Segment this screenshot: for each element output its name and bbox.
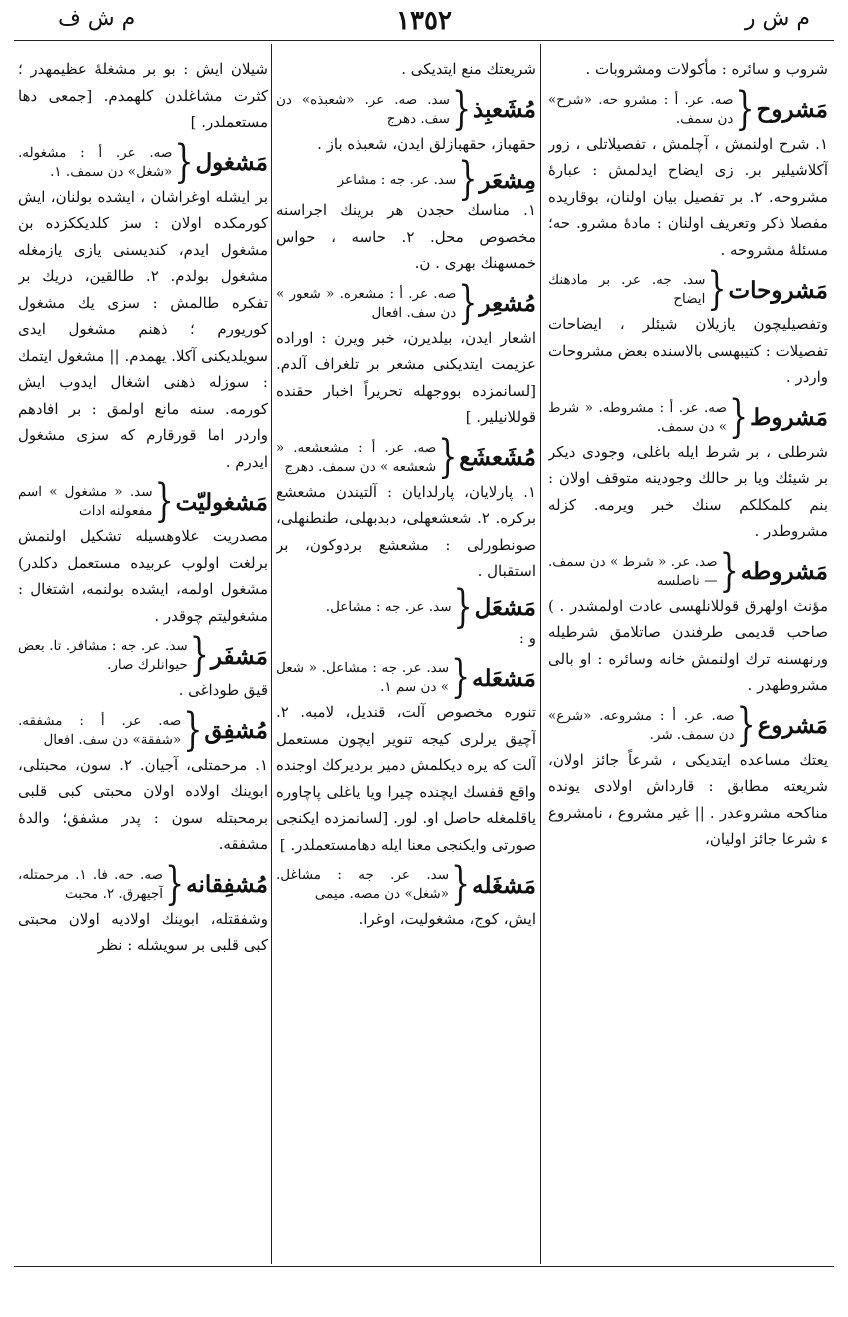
brace-icon: { xyxy=(707,263,727,316)
dictionary-entry xyxy=(276,276,536,431)
entry-head xyxy=(548,544,828,597)
brace-icon: { xyxy=(189,629,209,682)
dictionary-entry xyxy=(276,651,536,858)
header-rule xyxy=(14,40,834,41)
entry-body: وتفصيليچون يازيلان شيئلر ، ايضاحات تفصيلات : كتيبهسى بالاسنده بعض مشروحات واردر . xyxy=(548,315,828,386)
dictionary-entry xyxy=(276,153,536,277)
grammar-note: صد. عر. « شرط » دن سمف. — ناصلسه xyxy=(548,553,718,589)
grammar-note: صه. عر. أ : مشغوله. «شغل» دن سمف. ١. xyxy=(18,144,173,180)
entry-head xyxy=(18,475,268,528)
headword: مَشفَر xyxy=(210,642,268,670)
entry-head xyxy=(548,82,828,135)
entry-head xyxy=(18,857,268,910)
entry-head xyxy=(276,276,536,329)
entry-body: ١. شرح اولنمش ، آچلمش ، تفصيلاتلى ، زور آكلاشيلير بر. زى ايضاح ايدلمش : عبارهٔ مشروحه. ٢. بر تفصيل بيان اولنان، بوقاريده مفصلا ذكر وتعريف اولنان : مادهٔ مشرو. حه؛ مسئلهٔ مشروحه . xyxy=(548,134,828,259)
entry-body: ايش، كوج، مشغوليت، اوغرا. xyxy=(358,910,536,928)
dictionary-entry xyxy=(18,703,268,858)
entry-body: ١. پارلايان، پارلدايان : آلتيندن مشعشع بركره. ٢. شعشعهلى، دبدبهلى، طنطنهلى، صونطورلى : مشعشع بردوكون، بر استقبال . xyxy=(276,482,536,580)
grammar-note: صه. عر. أ : مشفقه. «شفقة» دن سف. افعال xyxy=(18,712,182,748)
headword: مَشروحات xyxy=(728,276,828,304)
dictionary-entry xyxy=(276,82,536,158)
dictionary-entry xyxy=(548,544,828,699)
dictionary-entry xyxy=(548,56,828,83)
grammar-note: سد. عر. جه : مشاعر xyxy=(337,171,457,188)
dictionary-entry xyxy=(548,390,828,545)
brace-icon: { xyxy=(719,544,739,597)
entry-head xyxy=(548,390,828,443)
brace-icon: { xyxy=(165,857,185,910)
grammar-note: سد. عر. جه : مشاغل. «شغل» دن مصه. ميمى xyxy=(276,867,450,902)
footer-rule xyxy=(14,1266,834,1267)
page-header xyxy=(18,4,830,38)
grammar-note: سد. عر. جه : مشاعل. « شعل » دن سم ١. xyxy=(276,660,450,695)
entry-body: حقهباز، حقهبازلق ايدن، شعبذه باز . xyxy=(317,134,536,153)
brace-icon: { xyxy=(453,580,473,633)
entry-head xyxy=(276,651,536,704)
entry-body: شريعتك منع ايتديكى . xyxy=(401,60,536,78)
headword: مَشعَل xyxy=(474,594,536,621)
grammar-note: صه. عر. أ : مشروعه. «شرع» دن سمف. شر. xyxy=(548,707,735,743)
grammar-note: سد. عر. جه : مشاعل. xyxy=(325,599,452,615)
entry-head xyxy=(276,858,536,911)
dictionary-entry xyxy=(276,430,536,585)
entry-body: قيق طوداغى . xyxy=(178,681,268,699)
headword: مَشعَله xyxy=(472,664,536,692)
headword: مُشفِق xyxy=(204,717,268,744)
column-left xyxy=(18,56,268,1262)
dictionary-entry xyxy=(18,629,268,704)
brace-icon: { xyxy=(451,858,471,911)
column-separator xyxy=(540,44,541,1264)
grammar-note: سد. صه. عر. «شعبذه» دن سف. دهرج xyxy=(276,91,450,127)
dictionary-entry xyxy=(276,580,536,652)
entry-body: اشعار ايدن، بيلديرن، خبر ويرن : اوراده عزيمت ايتديكنى مشعر بر تلغراف آلدم. [لسانمزده بووجهله تحريراً اخبار حقنده قوللانيلير. ] xyxy=(276,328,536,426)
entry-head xyxy=(548,698,828,751)
brace-icon: { xyxy=(438,430,458,483)
grammar-note: صه. عر. أ : مشروطه. « شرط » دن سمف. xyxy=(548,399,727,435)
headword: مَشروطه xyxy=(740,558,828,585)
column-middle xyxy=(276,56,536,1262)
dictionary-entry xyxy=(18,135,268,476)
brace-icon: { xyxy=(736,698,756,751)
entry-head xyxy=(276,153,536,206)
grammar-note: صه. عر. أ : مشعشعه. « شعشعه » دن سمف. دهرج xyxy=(276,439,437,475)
dictionary-entry xyxy=(18,475,268,629)
entry-body: يعتك مساعده ايتديكى ، شرعاً جائز اولان، شريعته مطابق : قارداش اولادى يونده مناكحه مشروعدر . || غير مشروع ، نامشروع ء شرعا جائز اوليان، xyxy=(548,750,828,848)
headword: مَشروح xyxy=(756,96,828,123)
headword: مَشغوليّت xyxy=(175,488,268,516)
headword: مَشغول xyxy=(195,149,268,176)
entry-body: تنوره مخصوص آلت، قنديل، لامبه. ٢. آچيق يرلرى كيجه تنوير ايچون مستعمل آلت كه يره ديكلمش دمير برديركك اوجنده واقع قفسك ايچنده چيرا ويا ياغلى پاچاوره ياقلمغله حاصل او. لور. [لسانمزده ايكنجى صورتى وايكنجى معنا ايله دهامستعملدر. ] xyxy=(276,703,536,854)
page-number: ١٣٥٢ xyxy=(396,6,452,36)
headword: مَشروط xyxy=(750,404,828,431)
entry-head xyxy=(276,430,536,483)
entry-body: بر ايشله اوغراشان ، ايشده بولنان، ايش كورمكده اولان : سز كلديككزده بن مشغول ايدم، كنديسنى يازى يازمغله مشغول بولدم. ٢. طالقين، دريك بر تفكره طالمش : سزى يك مشغول كوريورم ؛ ذهنم مشغول ايدى سويلديكنى آكلا. يهمدم. || مشغول ايتمك : سوزله ذهنى اشغال ايدوب ايش كورمه. سنه مانع اولمق : بر افادهم واردر اما قورقارم كه سزى مشغول ايدرم . xyxy=(18,187,268,471)
entry-body: مصدريت علاوهسيله تشكيل اولنمش برلغت اولوب عربيده مستعمل دكلدر) مشغول اولمه، ايشده بولنمه، اشتغال : مشغوليتم چوقدر . xyxy=(18,527,268,625)
entry-body: شرطلى ، بر شرط ايله باغلى، وجودى ديكر بر شيئك ويا بر حالك وجودينه متوقف اولان : بنم كلمكلكم سنك خبر ويرمه. كزله مشروطدر . xyxy=(548,442,828,540)
headword: مَشغَله xyxy=(472,871,536,899)
entry-body: و : xyxy=(518,628,536,647)
entry-head xyxy=(276,580,536,633)
entry-head xyxy=(18,135,268,188)
brace-icon: { xyxy=(458,153,478,206)
headword: مِشعَر xyxy=(479,166,536,194)
entry-body: شروب و سائره : مأكولات ومشروبات . xyxy=(585,60,828,78)
entry-body: وشفقتله، ابوينك اولاديه اولان محبتى كبى قلبى بر سويشله : نظر xyxy=(18,909,268,954)
dictionary-entry xyxy=(548,263,828,391)
entry-body: شيلان ايش : بو بر مشغلهٔ عظيمهدر ؛ كثرت مشاغلدن كلهمدم. [جمعى دها مستعملدر. ] xyxy=(18,60,268,131)
header-left-guide: م ش ف xyxy=(58,6,136,31)
dictionary-entry xyxy=(276,858,536,933)
brace-icon: { xyxy=(174,135,194,188)
column-separator xyxy=(271,44,272,1264)
headword: مُشفِقانه xyxy=(186,871,268,898)
brace-icon: { xyxy=(729,390,749,443)
grammar-note: سد. عر. جه : مشافر. تا. بعض حيوانلرك صار. xyxy=(18,638,188,673)
brace-icon: { xyxy=(154,475,174,528)
column-right xyxy=(548,56,828,1262)
headword: مُشعِر xyxy=(479,290,536,317)
grammar-note: سد. جه. عر. بر مادهنك ايضاح xyxy=(548,272,706,307)
entry-body: مؤنث اولهرق قوللانلهسى عادت اولمشدر . ) صاحب قديمى طرفندن صاتلامق شرطيله ورنهسنه ترك اولنمش خانه وسائره : او بالى مشروطهدر . xyxy=(548,596,828,694)
brace-icon: { xyxy=(458,276,478,329)
brace-icon: { xyxy=(735,82,755,135)
grammar-note: صه. حه. فا. ١. مرحمتله، آجيهرق. ٢. محبت xyxy=(18,866,164,902)
headword: مُشَعشَع xyxy=(459,444,536,471)
grammar-note: صه. عر. أ : مشرو حه. «شرح» دن سمف. xyxy=(548,91,734,127)
entry-body: ١. مرحمتلى، آجيان. ٢. سون، محبتلى، ابوينك اولاده اولان محبتى كبى قلبى برمحبتله سون : پدر مشفق؛ والدهٔ مشفقه. xyxy=(18,755,268,853)
headword: مَشروع xyxy=(757,712,828,739)
headword: مُشَعبِذ xyxy=(473,96,536,123)
entry-body: ١. مناسك حجدن هر برينك اجراسنه مخصوص محل. ٢. حاسه ، حواس خمسهنك بهرى . ن. xyxy=(276,201,536,272)
dictionary-entry xyxy=(548,82,828,264)
grammar-note: سد. « مشغول » اسم مفعولنه ادات xyxy=(18,484,153,519)
dictionary-entry xyxy=(18,56,268,136)
brace-icon: { xyxy=(451,82,472,135)
brace-icon: { xyxy=(183,703,203,756)
dictionary-entry xyxy=(276,56,536,83)
entry-head xyxy=(18,629,268,682)
dictionary-entry xyxy=(18,857,268,959)
entry-head xyxy=(276,82,536,135)
brace-icon: { xyxy=(451,651,471,704)
entry-head xyxy=(18,703,268,756)
entry-head xyxy=(548,263,828,316)
grammar-note: صه. عر. أ : مشعره. « شعور » دن سف. افعال xyxy=(276,285,457,321)
dictionary-entry xyxy=(548,698,828,853)
header-right-guide: م ش ر xyxy=(744,6,810,31)
